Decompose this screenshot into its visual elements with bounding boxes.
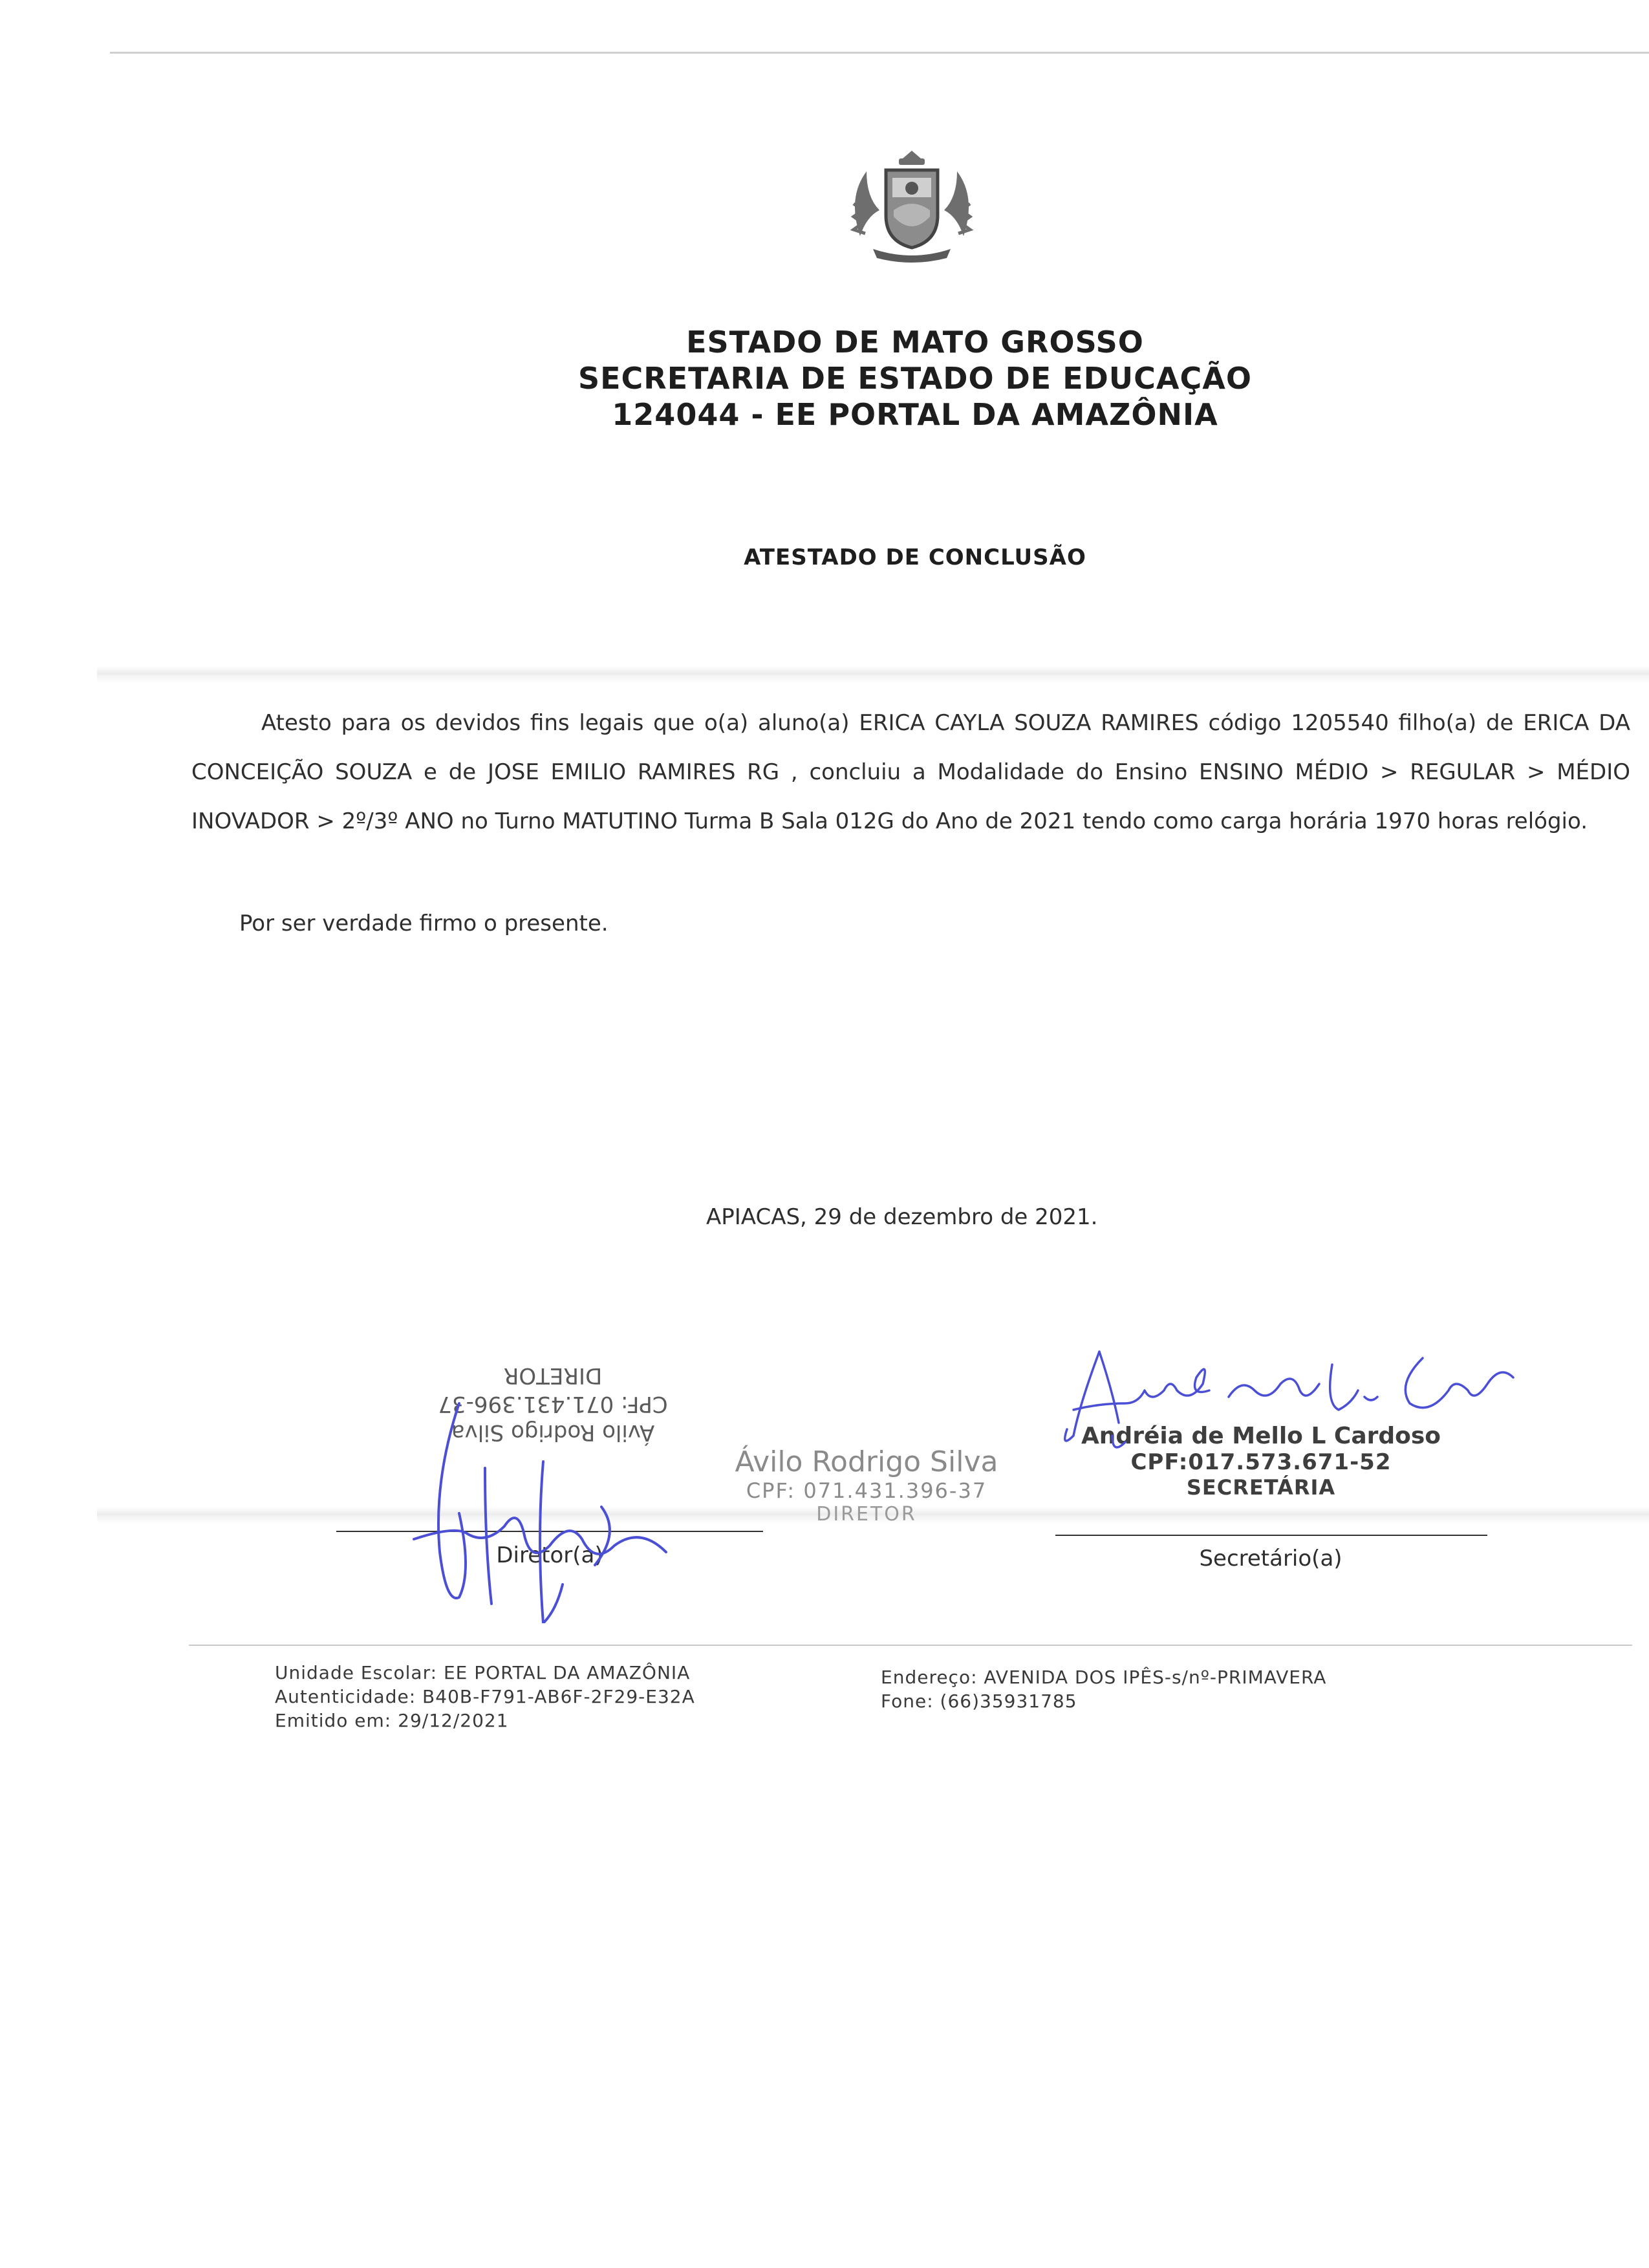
director-stamp (731, 1445, 1002, 1526)
header-secretariat: SECRETARIA DE ESTADO DE EDUCAÇÃO (577, 361, 1252, 396)
scan-artifact (97, 666, 1649, 683)
footer-fone: Fone: (66)35931785 (881, 1690, 1077, 1712)
stamp-role: SECRETÁRIA (1186, 1475, 1336, 1500)
secretary-signature-line (1055, 1535, 1487, 1536)
footer-right (881, 1665, 1326, 1713)
footer-unidade: Unidade Escolar: EE PORTAL DA AMAZÔNIA (275, 1662, 691, 1683)
secretary-label: Secretário(a) (1199, 1546, 1342, 1571)
certificate-paragraph: Atesto para os devidos fins legais que o(a) aluno(a) ERICA CAYLA SOUZA RAMIRES código 1205540 filho(a) de ERICA DA CONCEIÇÃO SOUZA e de JOSE EMILIO RAMIRES RG , concluiu a Modalidade do Ensino ENSINO MÉDIO > REGULAR > MÉDIO INOVADOR > 2º/3º ANO no Turno MATUTINO Turma B Sala 012G do Ano de 2021 tendo como carga horária 1970 horas relógio. (191, 710, 1630, 834)
stamp-role: DIRETOR (816, 1503, 917, 1526)
place-date: APIACAS, 29 de dezembro de 2021. (706, 1204, 1098, 1230)
top-rule (110, 52, 1649, 54)
header-state: ESTADO DE MATO GROSSO (686, 325, 1144, 360)
stamp-name: Ávilo Rodrigo Silva (735, 1445, 998, 1478)
closing-statement: Por ser verdade firmo o presente. (239, 911, 609, 936)
footer-left (275, 1661, 695, 1733)
stamp-role: DIRETOR (503, 1363, 603, 1388)
stamp-cpf: CPF: 071.431.396-37 (746, 1478, 987, 1503)
footer-emitido: Emitido em: 29/12/2021 (275, 1710, 509, 1731)
stamp-name: Ávilo Rodrigo Silva (451, 1420, 655, 1445)
state-coat-of-arms-icon (841, 146, 983, 268)
header-school: 124044 - EE PORTAL DA AMAZÔNIA (612, 397, 1218, 432)
stamp-cpf: CPF:017.573.671-52 (1130, 1449, 1392, 1475)
stamp-cpf: CPF: 071.431.396-37 (438, 1391, 668, 1417)
stamp-name: Andréia de Mello L Cardoso (1081, 1423, 1441, 1449)
footer-rule (189, 1645, 1632, 1646)
secretary-signature (1061, 1339, 1526, 1462)
footer-autenticidade: Autenticidade: B40B-F791-AB6F-2F29-E32A (275, 1686, 695, 1707)
document-title: ATESTADO DE CONCLUSÃO (744, 545, 1086, 570)
director-label: Diretor(a) (496, 1542, 603, 1568)
director-signature (388, 1390, 698, 1623)
footer-endereco: Endereço: AVENIDA DOS IPÊS-s/nº-PRIMAVERA (881, 1667, 1327, 1688)
